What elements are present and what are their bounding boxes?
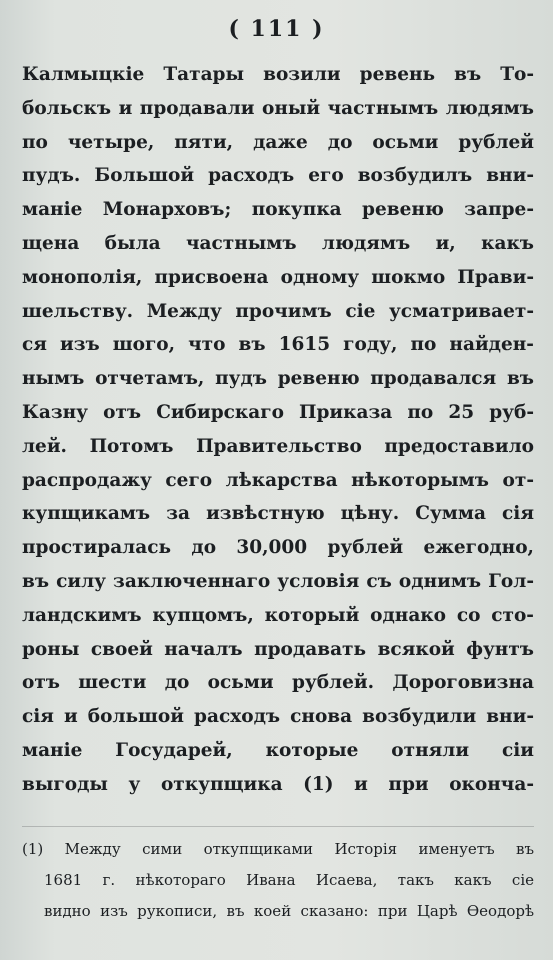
text-line: роны своей началъ продавать всякой фунтъ [22, 638, 534, 660]
text-line: монополія, присвоена одному шокмо Прави- [22, 266, 534, 288]
text-line: распродажу сего лѣкарства нѣкоторымъ от- [22, 469, 534, 491]
text-line: нымъ отчетамъ, пудъ ревеню продавался въ [22, 368, 534, 390]
text-line: маніе Государей, которые отняли сіи [22, 739, 534, 761]
text-line: въ силу заключеннаго условія съ однимъ Гол- [22, 570, 534, 592]
text-line: пудъ. Большой расходъ его возбудилъ вни- [22, 165, 534, 187]
footnote-line: (1) Между сими откупщиками Исторія именуетъ въ [22, 840, 534, 858]
text-line: купщикамъ за извѣстную цѣну. Сумма сія [22, 503, 534, 525]
footnote-divider [22, 826, 534, 827]
text-line: ландскимъ купцомъ, который однако со сто- [22, 604, 534, 626]
text-line: Казну отъ Сибирскаго Приказа по 25 руб- [22, 401, 534, 423]
text-line: лей. Потомъ Правительство предоставило [22, 435, 534, 457]
text-line: отъ шести до осьми рублей. Дороговизна [22, 672, 534, 694]
body-text [22, 58, 534, 802]
text-line: сія и большой расходъ снова возбудили вни- [22, 706, 534, 728]
footnote-line: видно изъ рукописи, въ коей сказано: при Царѣ Өеодорѣ [44, 902, 534, 920]
text-line: маніе Монарховъ; покупка ревеню запре- [22, 199, 534, 221]
footnote-line: 1681 г. нѣкотораго Ивана Исаева, такъ какъ сіе [44, 871, 534, 889]
page-number: ( 111 ) [228, 16, 325, 42]
text-line: ся изъ шого, что въ 1615 году, по найден- [22, 334, 534, 356]
footnotes [22, 834, 534, 927]
text-line: по четыре, пяти, даже до осьми рублей [22, 131, 534, 153]
text-line: щена была частнымъ людямъ и, какъ [22, 232, 534, 254]
text-line: Калмыцкіе Татары возили ревень въ То- [22, 64, 534, 85]
text-line: больскъ и продавали оный частнымъ людямъ [22, 97, 534, 119]
text-line: выгоды у откупщика (1) и при оконча- [22, 773, 534, 795]
text-line: шельству. Между прочимъ сіе усматривает- [22, 300, 534, 322]
text-line: простиралась до 30,000 рублей ежегодно, [22, 537, 534, 559]
